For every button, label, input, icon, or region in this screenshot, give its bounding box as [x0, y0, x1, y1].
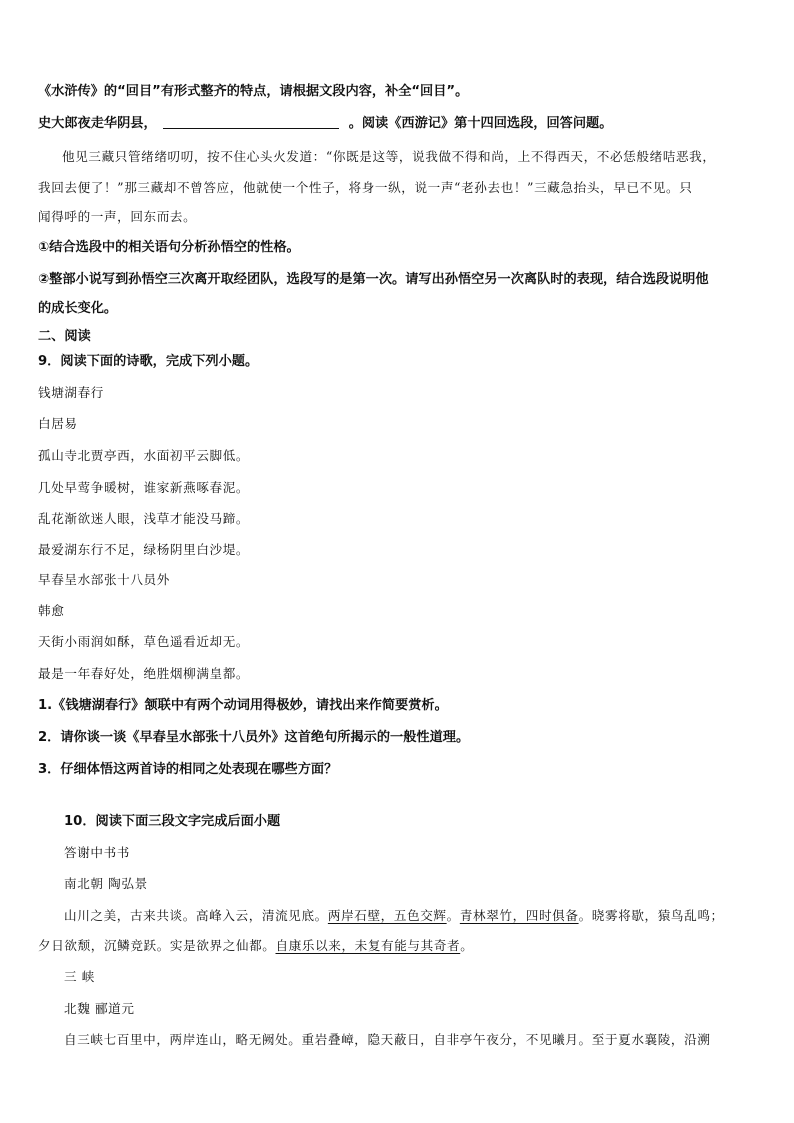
underlined-phrase: 自康乐以来，未复有能与其奇者	[275, 938, 461, 953]
text2-title: 三 峡	[64, 969, 95, 984]
text1-line-1-part-b: 。	[446, 908, 460, 923]
q8-line-2-after: 。阅读《西游记》第十四回选段，回答问题。	[348, 116, 613, 131]
q9-stem: 9．阅读下面的诗歌，完成下列小题。	[38, 354, 259, 369]
answer-blank[interactable]	[163, 114, 339, 129]
text1-line-2	[38, 936, 473, 956]
poem2-line-1: 天街小雨润如酥，草色遥看近却无。	[38, 634, 250, 649]
text1-line-2-part-a: 夕日欲颓，沉鳞竞跃。实是欲界之仙都。	[38, 938, 276, 953]
passage-line-1: 他见三藏只管绪绪叨叨，按不住心头火发道：“你既是这等，说我做不得和尚，上不得西天，不必恁般绪咭恶我，	[62, 149, 716, 164]
poem2-line-2: 最是一年春好处，绝胜烟柳满皇都。	[38, 666, 250, 681]
underlined-phrase: 青林翠竹，四时俱备	[459, 908, 579, 923]
poem2-title: 早春呈水部张十八员外	[38, 572, 170, 587]
q8-sub-question-1: ①结合选段中的相关语句分析孙悟空的性格。	[38, 240, 300, 255]
q8-line-2-before: 史大郎夜走华阴县，	[38, 116, 157, 131]
poem2-author: 韩愈	[38, 603, 65, 618]
text2-line-1: 自三峡七百里中，两岸连山，略无阙处。重岩叠嶂，隐天蔽日，自非亭午夜分，不见曦月。至于夏水襄陵，沿溯	[64, 1032, 711, 1047]
poem1-line-3: 乱花渐欲迷人眼，浅草才能没马蹄。	[38, 511, 250, 526]
poem1-line-2: 几处早莺争暖树，谁家新燕啄春泥。	[38, 480, 250, 495]
text1-line-1	[64, 906, 724, 926]
passage-line-2: 我回去便了！”那三藏却不曾答应，他就使一个性子，将身一纵，说一声“老孙去也！”三藏急抬头，早已不见。只	[38, 180, 693, 195]
q8-line-1: 《水浒传》的“回目”有形式整齐的特点，请根据文段内容，补全“回目”。	[38, 84, 469, 99]
section-title: 二、阅读	[38, 329, 91, 344]
text1-author: 南北朝 陶弘景	[64, 876, 148, 891]
q8-line-2	[38, 114, 612, 134]
text1-line-1-part-c: 。晓雾将歇，猿鸟乱鸣；	[578, 908, 724, 923]
q10-stem: 10．阅读下面三段文字完成后面小题	[64, 814, 281, 829]
q9-question-2: 2．请你谈一谈《早春呈水部张十八员外》这首绝句所揭示的一般性道理。	[38, 730, 470, 745]
q9-question-1: 1.《钱塘湖春行》颔联中有两个动词用得极妙，请找出来作简要赏析。	[38, 698, 448, 713]
poem1-line-1: 孤山寺北贾亭西，水面初平云脚低。	[38, 448, 250, 463]
underlined-phrase: 两岸石壁，五色交辉	[327, 908, 447, 923]
text1-title: 答谢中书书	[64, 845, 130, 860]
q9-question-3: 3．仔细体悟这两首诗的相同之处表现在哪些方面？	[38, 762, 338, 777]
poem1-author: 白居易	[38, 416, 78, 431]
poem1-title: 钱塘湖春行	[38, 385, 104, 400]
text1-line-2-part-b: 。	[460, 938, 474, 953]
text1-line-1-part-a: 山川之美，古来共谈。高峰入云，清流见底。	[64, 908, 328, 923]
passage-line-3: 闻得呼的一声，回东而去。	[38, 209, 197, 224]
q8-sub-question-2-line-2: 的成长变化。	[38, 301, 118, 316]
poem1-line-4: 最爱湖东行不足，绿杨阴里白沙堤。	[38, 542, 250, 557]
q8-sub-question-2-line-1: ②整部小说写到孙悟空三次离开取经团队，选段写的是第一次。请写出孙悟空另一次离队时的表现，结合选段说明他	[38, 272, 709, 287]
text2-author: 北魏 郦道元	[64, 1001, 135, 1016]
